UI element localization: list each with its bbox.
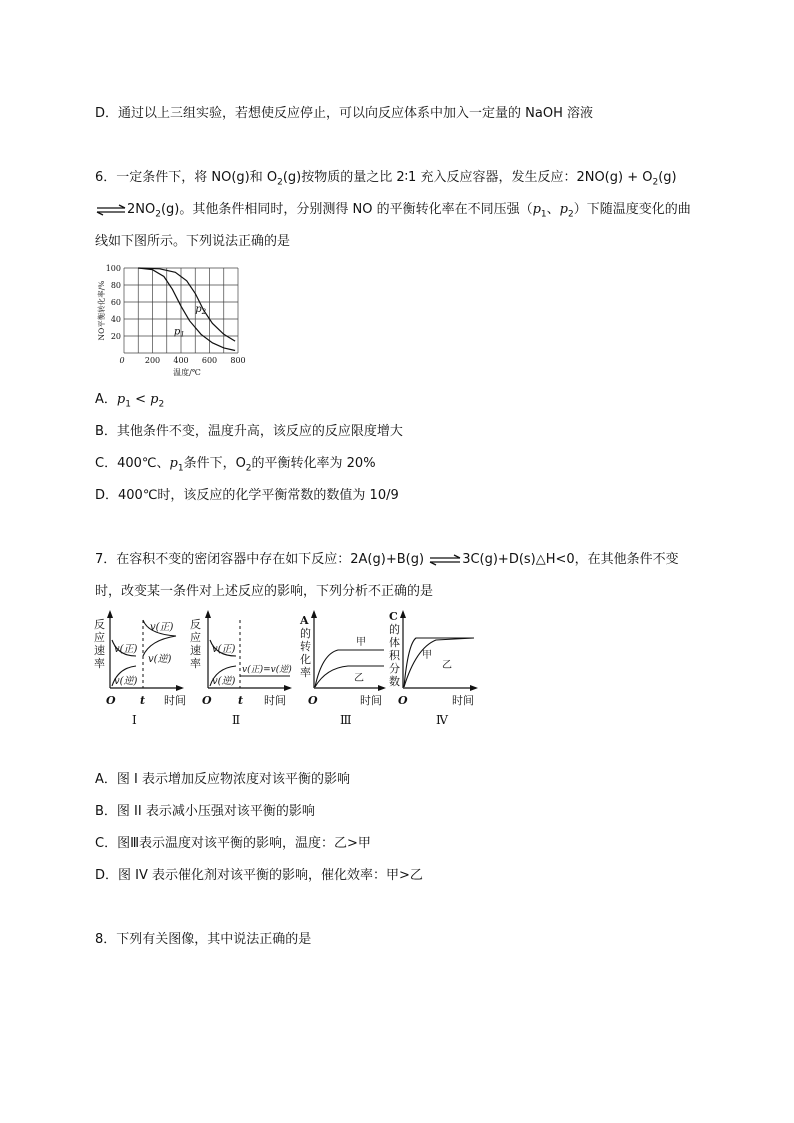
q6-opt-c-post: 的平衡转化率为 20% <box>251 456 376 471</box>
fig2-ylabel-2: 速 <box>190 644 201 657</box>
q6-option-d <box>95 484 399 503</box>
q7-opt-a-text: A．图 I 表示增加反应物浓度对该平衡的影响 <box>95 772 350 787</box>
fig2-v-zheng: v(正) <box>212 644 236 655</box>
fig1-xlabel: 时间 <box>164 694 186 707</box>
q6-conversion-chart <box>92 260 262 378</box>
fig1-ylabel-3: 率 <box>94 657 105 670</box>
q7-stem-line2 <box>95 580 433 599</box>
fig1-caption: Ⅰ <box>132 713 137 727</box>
fig3-jia: 甲 <box>356 637 366 648</box>
q6-stem-c: 线如下图所示。下列说法正确的是 <box>95 234 291 249</box>
y-axis-label: NO平衡转化率/% <box>97 280 106 341</box>
q6-sep: 、 <box>546 202 560 217</box>
q7-option-d <box>95 864 423 883</box>
q6-stem-line1 <box>95 166 677 188</box>
x-tick-label: 800 <box>230 356 246 365</box>
fig4-ylabel-3: 积 <box>389 649 400 662</box>
fig2-ylabel-0: 反 <box>190 618 201 631</box>
fig3-ylabel-3: 化 <box>300 653 311 666</box>
q6-opt-a-pre: A． <box>95 392 117 407</box>
q6-opt-d-text: D．400℃时，该反应的化学平衡常数的数值为 10/9 <box>95 488 399 503</box>
fig3-origin: O <box>308 694 318 707</box>
q6-sub-o2-b: 2 <box>652 177 659 188</box>
x-tick-label: 400 <box>173 356 189 365</box>
fig2-caption: Ⅱ <box>232 713 241 727</box>
q6-opt-a-p2-sub: 2 <box>158 399 165 410</box>
fig4-ylabel-5: 数 <box>389 675 400 688</box>
fig3-ylabel-4: 率 <box>300 666 311 679</box>
q6-sub-no2: 2 <box>155 209 161 220</box>
fig3-ylabel-0: A <box>300 614 309 627</box>
series-label-p2: $p_2$ <box>195 304 207 317</box>
series-label-p1: $p_1$ <box>173 326 185 339</box>
fig3-ylabel-2: 转 <box>300 640 311 653</box>
q7-option-c <box>95 832 371 851</box>
q6-stem-b1: 2NO <box>127 202 156 217</box>
fig2-eq: v(正)=v(逆) <box>242 665 292 675</box>
q6-opt-c-p: p <box>169 456 178 471</box>
q6-stem-a3: (g) <box>658 170 677 185</box>
q7-stem-a2: 3C(g)+D(s)△H<0，在其他条件不变 <box>462 552 679 567</box>
series-label-sub: 2 <box>201 308 207 317</box>
fig1-v-zheng2: v(正) <box>150 622 174 633</box>
q6-opt-a-p1-sub: 1 <box>125 399 131 410</box>
q7-figure-4 <box>386 608 482 730</box>
fig4-yi: 乙 <box>442 660 452 671</box>
fig1-ylabel-0: 反 <box>94 618 105 631</box>
fig1-ylabel-2: 速 <box>94 644 105 657</box>
fig2-t: t <box>238 694 244 707</box>
q6-sub-o2-a: 2 <box>277 177 283 188</box>
fig2-ylabel-1: 应 <box>190 631 201 644</box>
fig1-origin: O <box>106 694 116 707</box>
q7-stem-line1 <box>95 548 679 567</box>
q6-option-c <box>95 452 376 474</box>
q8-stem-text: 8．下列有关图像，其中说法正确的是 <box>95 932 312 947</box>
fig4-origin: O <box>398 694 408 707</box>
q6-stem-a: 6．一定条件下，将 NO(g)和 O <box>95 170 278 185</box>
fig1-v-ni2: v(逆) <box>148 654 172 665</box>
q6-opt-c-pre: C．400℃、 <box>95 456 170 471</box>
q6-p2-sub: 2 <box>568 209 574 220</box>
fig2-origin: O <box>202 694 212 707</box>
q7-figure-3 <box>296 610 392 730</box>
q6-p2-p: p <box>559 202 568 217</box>
y-tick-label: 20 <box>110 332 121 341</box>
q7-option-a <box>95 768 350 787</box>
fig4-ylabel-2: 体 <box>389 636 400 649</box>
fig1-ylabel-1: 应 <box>94 631 105 644</box>
equilibrium-arrow-icon <box>95 204 127 216</box>
y-tick-label: 80 <box>110 281 121 290</box>
fig3-yi: 乙 <box>354 673 364 684</box>
fig4-xlabel: 时间 <box>452 694 474 707</box>
q6-opt-a-p1: p <box>116 392 126 407</box>
fig3-xlabel: 时间 <box>360 694 382 707</box>
q6-stem-a2: (g)按物质的量之比 2∶1 充入反应容器，发生反应：2NO(g) + O <box>282 170 653 185</box>
y-tick-label: 100 <box>105 264 121 273</box>
fig2-v-ni: v(逆) <box>212 676 236 687</box>
q7-opt-b-text: B．图 II 表示减小压强对该平衡的影响 <box>95 804 315 819</box>
x-axis-label: 温度/℃ <box>173 368 201 377</box>
fig4-ylabel-0: C <box>389 610 398 623</box>
fig4-ylabel-4: 分 <box>389 662 400 675</box>
q7-opt-c-text: C．图Ⅲ表示温度对该平衡的影响，温度：乙>甲 <box>95 836 371 851</box>
fig2-xlabel: 时间 <box>264 694 286 707</box>
q7-option-b <box>95 800 315 819</box>
fig2-ylabel-3: 率 <box>190 657 201 670</box>
q7-opt-d-text: D．图 IV 表示催化剂对该平衡的影响，催化效率：甲>乙 <box>95 868 423 883</box>
q6-opt-a-lt: < <box>130 392 151 407</box>
fig4-ylabel-1: 的 <box>389 623 400 636</box>
fig4-caption: Ⅳ <box>436 713 448 727</box>
y-tick-label: 60 <box>110 298 121 307</box>
equilibrium-arrow-icon <box>428 554 462 566</box>
q6-opt-c-p-sub: 1 <box>177 463 184 474</box>
series-label-sub: 1 <box>180 330 185 339</box>
fig3-ylabel-1: 的 <box>300 627 311 640</box>
q7-figure-1 <box>88 610 188 730</box>
q6-stem-b2: (g)。其他条件相同时，分别测得 NO 的平衡转化率在不同压强（ <box>160 202 533 217</box>
q5-option-d-text: D．通过以上三组实验，若想使反应停止，可以向反应体系中加入一定量的 NaOH 溶液 <box>95 106 593 121</box>
q7-stem-b: 时，改变某一条件对上述反应的影响，下列分析不正确的是 <box>95 584 434 599</box>
q6-stem-line3 <box>95 230 290 249</box>
origin-label: 0 <box>119 356 125 365</box>
q7-figure-2 <box>186 610 298 730</box>
x-tick-label: 600 <box>201 356 218 365</box>
q6-opt-b-text: B．其他条件不变，温度升高，该反应的反应限度增大 <box>95 424 403 439</box>
q6-p1-p: p <box>532 202 541 217</box>
fig1-v-zheng: v(正) <box>114 644 138 655</box>
q6-stem-line2 <box>95 198 691 220</box>
q6-p1-sub: 1 <box>540 209 547 220</box>
q6-opt-c-mid: 条件下，O <box>183 456 246 471</box>
fig4-jia: 甲 <box>422 650 432 661</box>
q6-opt-c-o2-sub: 2 <box>245 463 252 474</box>
q6-option-a <box>95 388 164 410</box>
q5-option-d <box>95 102 593 121</box>
x-tick-label: 200 <box>144 356 161 365</box>
y-tick-label: 40 <box>110 315 121 324</box>
fig3-caption: Ⅲ <box>340 713 352 727</box>
q7-stem-a: 7．在容积不变的密闭容器中存在如下反应：2A(g)+B(g) <box>95 552 425 567</box>
q6-option-b <box>95 420 403 439</box>
fig1-v-ni: v(逆) <box>114 676 138 687</box>
q6-opt-a-p2: p <box>150 392 159 407</box>
q8-stem <box>95 928 311 947</box>
fig1-t: t <box>140 694 146 707</box>
q6-stem-b3: ）下随温度变化的曲 <box>573 202 691 217</box>
